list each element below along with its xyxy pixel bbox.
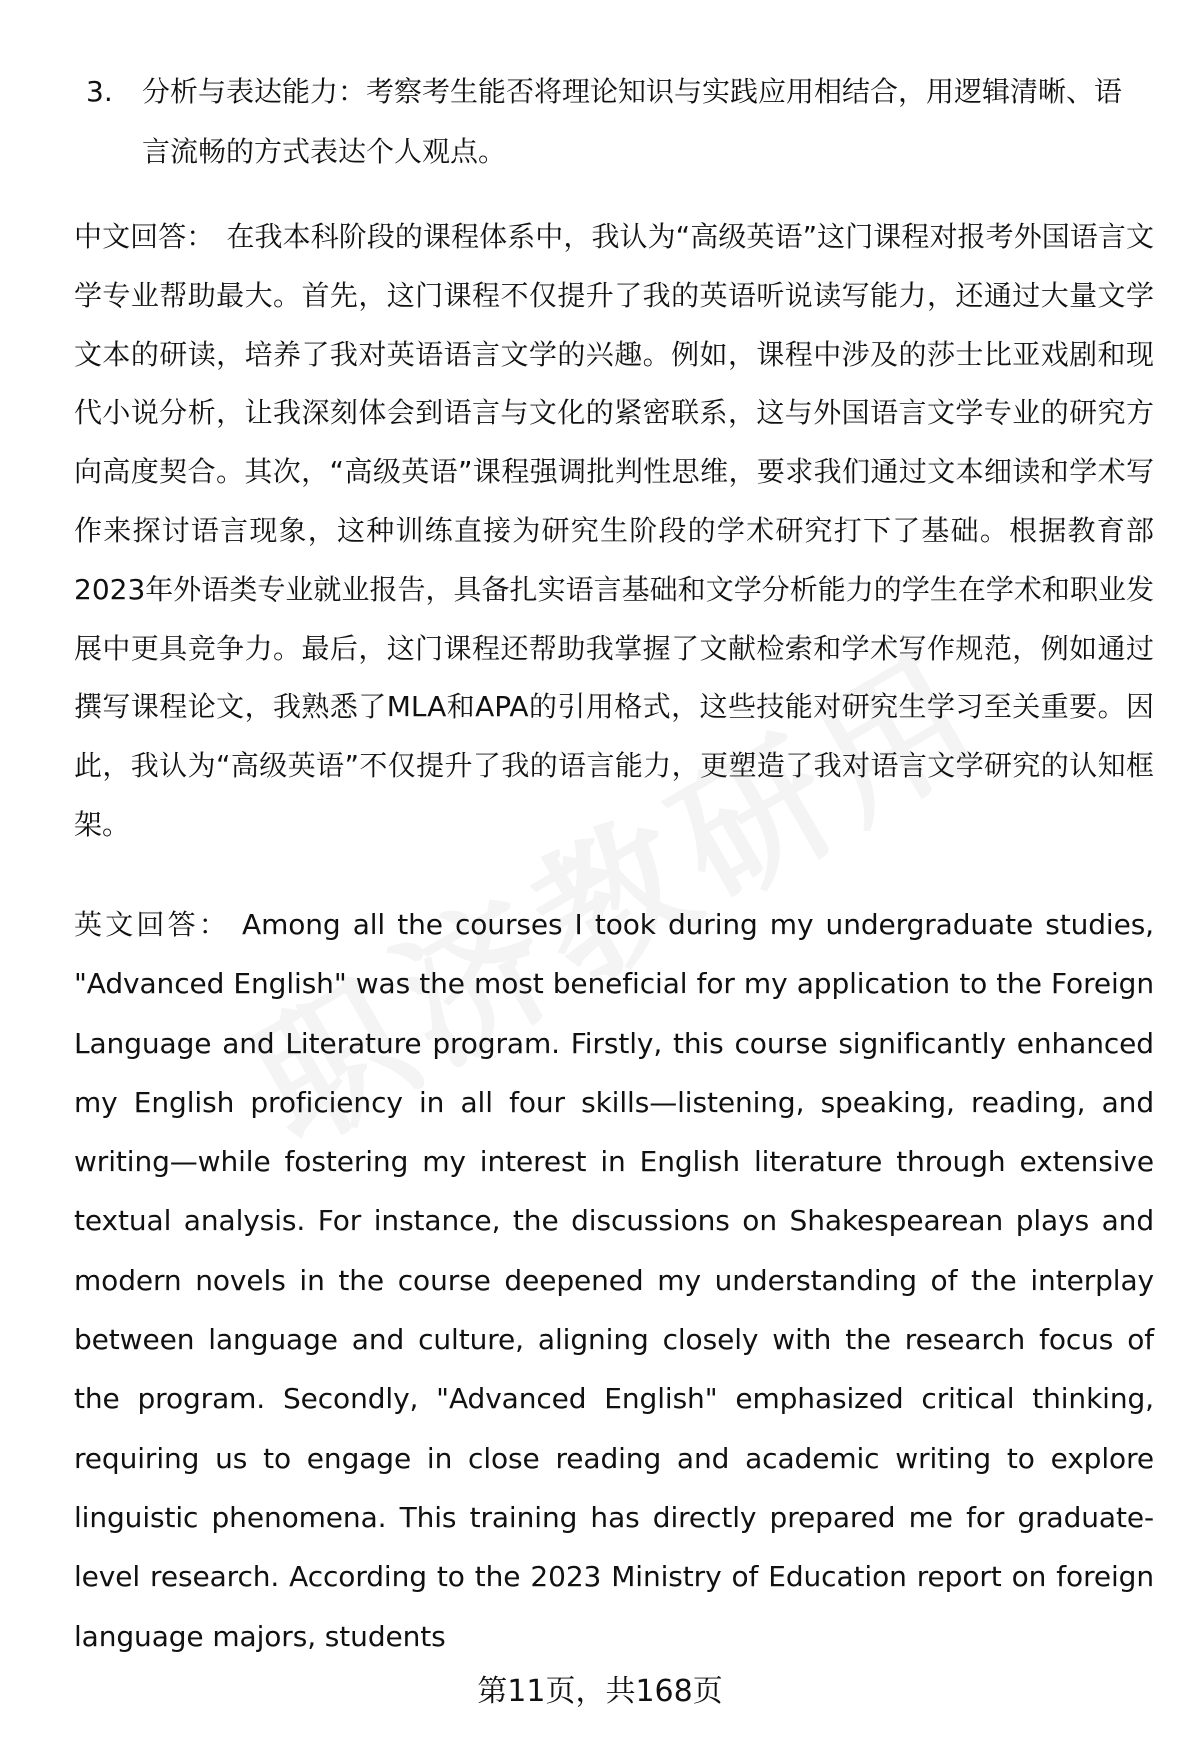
chinese-answer-text: 在我本科阶段的课程体系中，我认为“高级英语”这门课程对报考外国语言文学专业帮助最大。首先，这门课程不仅提升了我的英语听说读写能力，还通过大量文学文本的研读，培养了我对英语语言文学的兴趣。例如，课程中涉及的莎士比亚戏剧和现代小说分析，让我深刻体会到语言与文化的紧密联系，这与外国语言文学专业的研究方向高度契合。其次，“高级英语”课程强调批判性思维，要求我们通过文本细读和学术写作来探讨语言现象，这种训练直接为研究生阶段的学术研究打下了基础。根据教育部2023年外语类专业就业报告，具备扎实语言基础和文学分析能力的学生在学术和职业发展中更具竞争力。最后，这门课程还帮助我掌握了文献检索和学术写作规范，例如通过撰写课程论文，我熟悉了MLA和APA的引用格式，这些技能对研究生学习至关重要。因此，我认为“高级英语”不仅提升了我的语言能力，更塑造了我对语言文学研究的认知框架。 <box>74 220 1154 841</box>
question-item <box>72 62 1152 182</box>
english-answer-label: 英文回答： <box>74 908 231 941</box>
item-text: 分析与表达能力：考察考生能否将理论知识与实践应用相结合，用逻辑清晰、语言流畅的方式表达个人观点。 <box>142 75 1123 168</box>
page-number-footer: 第11页，共168页 <box>477 1674 723 1709</box>
chinese-answer-label: 中文回答： <box>74 220 215 253</box>
english-answer-text: Among all the courses I took during my undergraduate studies, "Advanced English" was the most beneficial for my application to the Foreign Language and Literature program. Firstly, this course significantly enhanced my English proficiency in all four skills—listening, speaking, reading, and writing—while fostering my interest in English literature through extensive textual analysis. For instance, the discussions on Shakespearean plays and modern novels in the course deepened my understanding of the interplay between language and culture, aligning closely with the research focus of the program. Secondly, "Advanced English" emphasized critical thinking, requiring us to engage in close reading and academic writing to explore linguistic phenomena. This training has directly prepared me for graduate-level research. According to the 2023 Ministry of Education report on foreign language majors, students <box>74 908 1154 1653</box>
english-answer-paragraph <box>74 895 1154 1666</box>
item-number: 3. <box>86 75 113 108</box>
chinese-answer-paragraph <box>74 208 1154 855</box>
